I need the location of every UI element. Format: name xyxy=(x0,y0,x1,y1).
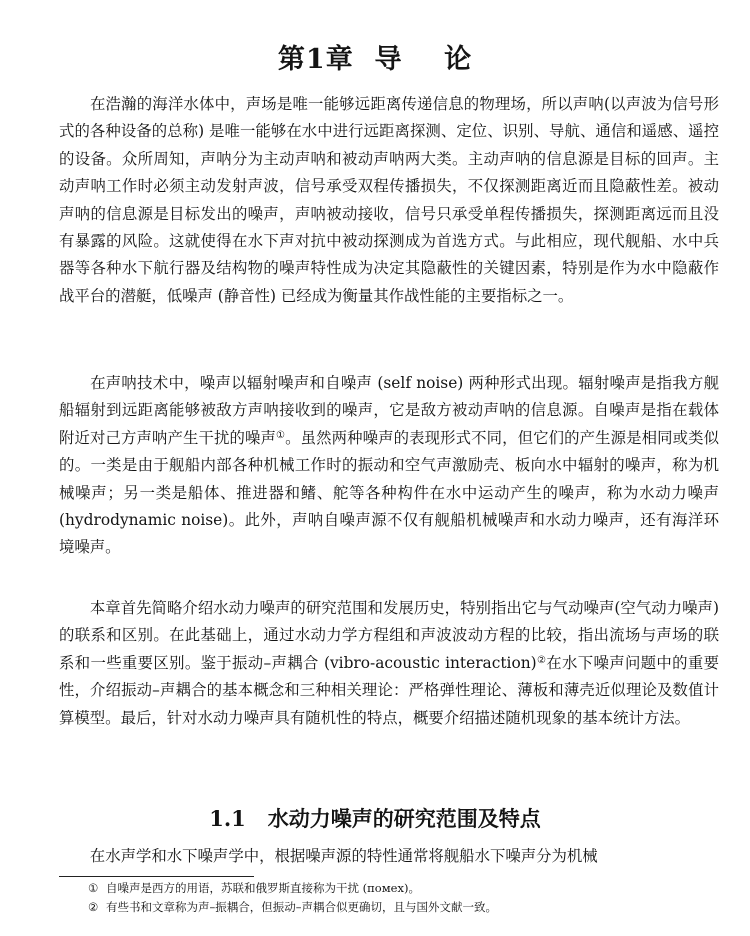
footnote-1 xyxy=(88,879,728,898)
intro-paragraph-1 xyxy=(59,91,719,310)
paragraph-text: 在浩瀚的海洋水体中，声场是唯一能够远距离传递信息的物理场，所以声呐(以声波为信号形式的各种设备的总称) 是唯一能够在水中进行远距离探测、定位、识别、导航、通信和遥感、遥控的设备。众所周知，声呐分为主动声呐和被动声呐两大类。主动声呐的信息源是目标的回声。主动声呐工作时必须主动发射声波，信号承受双程传播损失，不仅探测距离近而且隐蔽性差。被动声呐的信息源是目标发出的噪声，声呐被动接收，信号只承受单程传播损失，探测距离远而且没有暴露的风险。这就使得在水下声对抗中被动探测成为首选方式。与此相应，现代舰船、水中兵器等各种水下航行器及结构物的噪声特性成为决定其隐蔽性的关键因素，特别是作为水中隐蔽作战平台的潜艇，低噪声 (静音性) 已经成为衡量其作战性能的主要指标之一。 xyxy=(59,95,719,305)
chapter-title: 第1章 导 论 xyxy=(277,44,473,76)
paragraph-text: 在水下噪声问题中的重要性，介绍振动–声耦合的基本概念和三种相关理论：严格弹性理论、薄板和薄壳近似理论及数值计算模型。最后，针对水动力噪声具有随机性的特点，概要介绍描述随机现象的基本统计方法。 xyxy=(59,653,719,727)
section-paragraph-1 xyxy=(59,843,719,870)
footnote-2 xyxy=(88,898,728,917)
section-title: 水动力噪声的研究范围及特点 xyxy=(267,806,541,832)
footnote-reference-1[interactable]: ① xyxy=(276,429,286,441)
footnote-mark: ② xyxy=(88,900,99,914)
paragraph-text: 在声呐技术中，噪声以辐射噪声和自噪声 (self noise) 两种形式出现。辐射噪声是指我方舰船辐射到远距离能够被敌方声呐接收到的噪声，它是敌方被动声呐的信息源。自噪声是指在载体附近对己方声呐产生干扰的噪声 xyxy=(59,374,719,447)
footnote-mark: ① xyxy=(88,881,99,895)
section-number: 1.1 xyxy=(209,806,246,832)
section-heading xyxy=(0,806,750,831)
paragraph-text: 。虽然两种噪声的表现形式不同，但它们的产生源是相同或类似的。一类是由于舰船内部各种机械工作时的振动和空气声激励壳、板向水中辐射的噪声，称为机械噪声；另一类是船体、推进器和鳍、舵等各种构件在水中运动产生的噪声，称为水动力噪声 (hydrodynamic noise)。此外，声呐自噪声源不仅有舰船机械噪声和水动力噪声，还有海洋环境噪声。 xyxy=(59,428,719,557)
footnote-text: 自噪声是西方的用语，苏联和俄罗斯直接称为干扰 (помех)。 xyxy=(106,881,420,895)
intro-paragraph-3 xyxy=(59,595,719,732)
footnotes xyxy=(88,879,728,917)
paragraph-text: 在水声学和水下噪声学中，根据噪声源的特性通常将舰船水下噪声分为机械 xyxy=(89,847,598,865)
intro-paragraph-2 xyxy=(59,370,719,562)
footnote-text: 有些书和文章称为声–振耦合，但振动–声耦合似更确切，且与国外文献一致。 xyxy=(106,900,497,914)
footnote-divider xyxy=(59,876,254,877)
footnote-reference-2[interactable]: ② xyxy=(536,654,547,666)
paragraph-text: 本章首先简略介绍水动力噪声的研究范围和发展历史，特别指出它与气动噪声(空气动力噪声) 的联系和区别。在此基础上，通过水动力学方程组和声波波动方程的比较，指出流场与声场的联系和一些重要区别。鉴于振动–声耦合 (vibro-acoustic interaction) xyxy=(59,599,719,672)
